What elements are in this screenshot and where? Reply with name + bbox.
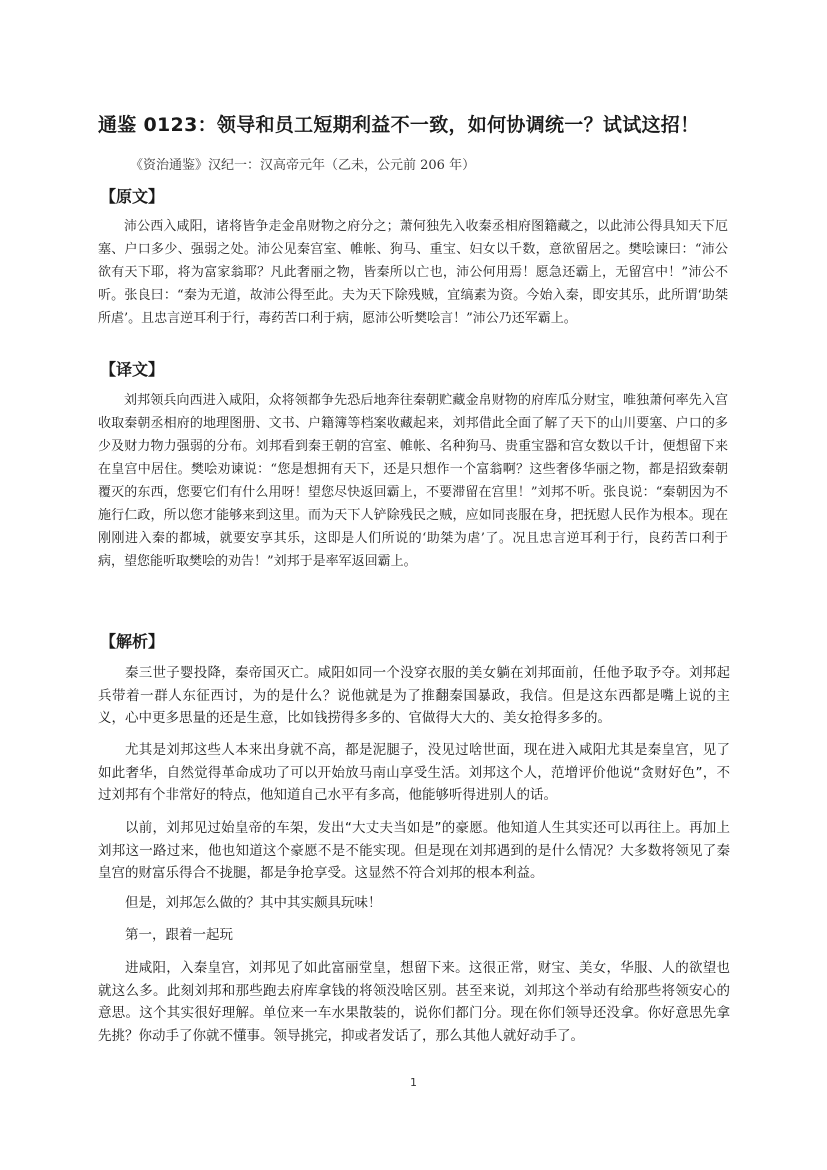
translation-paragraph: 刘邦领兵向西进入咸阳，众将领都争先恐后地奔往秦朝贮藏金帛财物的府库瓜分财宝，唯独萧何率先入宫收取秦朝丞相府的地理图册、文书、户籍簿等档案收藏起来，刘邦借此全面了解了天下的山川要塞、户口的多少及财力物力强弱的分布。刘邦看到秦王朝的宫室、帷帐、名种狗马、贵重宝器和宫女数以千计，便想留下来在皇宫中居住。樊哙劝谏说：“您是想拥有天下，还是只想作一个富翁啊？这些奢侈华丽之物，都是招致秦朝覆灭的东西，您要它们有什么用呀！望您尽快返回霸上，不要滞留在宫里！”刘邦不听。张良说：“秦朝因为不施行仁政，所以您才能够来到这里。而为天下人铲除残民之贼，应如同丧服在身，把抚慰人民作为根本。现在刚刚进入秦的都城，就要安享其乐，这即是人们所说的‘助桀为虐’了。况且忠言逆耳利于行，良药苦口利于病，望您能听取樊哙的劝告！”刘邦于是率军返回霸上。 [98, 393, 728, 569]
analysis-paragraph-1: 秦三世子婴投降，秦帝国灭亡。咸阳如同一个没穿衣服的美女躺在刘邦面前，任他予取予夺。刘邦起兵带着一群人东征西讨，为的是什么？说他就是为了推翻秦国暴政，我信。但是这东西都是嘴上说的主义，心中更多思量的还是生意，比如钱捞得多多的、官做得大大的、美女抢得多多的。 [98, 665, 730, 726]
source-citation: 《资治通鉴》汉纪一：汉高帝元年（乙未，公元前 206 年） [130, 158, 476, 173]
analysis-subheading-first: 第一，跟着一起玩 [125, 927, 233, 943]
analysis-paragraph-5: 进咸阳，入秦皇宫，刘邦见了如此富丽堂皇，想留下来。这很正常，财宝、美女，华服、人的欲望也就这么多。此刻刘邦和那些跑去府库拿钱的将领没啥区别。甚至来说，刘邦这个举动有给那些将领安心的意思。这个其实很好理解。单位来一车水果散装的，说你们都门分。现在你们领导还没拿。你好意思先拿先挑？你动手了你就不懂事。领导挑完，抑或者发话了，那么其他人就好动手了。 [98, 960, 730, 1044]
section-heading-yiwen: 【译文】 [100, 360, 165, 379]
page-title: 通鉴 0123：领导和员工短期利益不一致，如何协调统一？试试这招！ [98, 114, 700, 136]
section-heading-jiexi: 【解析】 [100, 632, 165, 651]
original-text-paragraph: 沛公西入咸阳，诸将皆争走金帛财物之府分之；萧何独先入收秦丞相府图籍藏之，以此沛公得具知天下厄塞、户口多少、强弱之处。沛公见秦宫室、帷帐、狗马、重宝、妇女以千数，意欲留居之。樊哙谏曰：“沛公欲有天下耶，将为富家翁耶？凡此奢丽之物，皆秦所以亡也，沛公何用焉！愿急还霸上，无留宫中！”沛公不听。张良曰：“秦为无道，故沛公得至此。夫为天下除残贼，宜缟素为资。今始入秦，即安其乐，此所谓‘助桀所虐’。且忠言逆耳利于行，毒药苦口利于病，愿沛公听樊哙言！”沛公乃还军霸上。 [98, 219, 728, 326]
section-heading-yuanwen: 【原文】 [100, 187, 165, 206]
page-number: 1 [410, 1076, 417, 1089]
analysis-paragraph-2: 尤其是刘邦这些人本来出身就不高，都是泥腿子，没见过啥世面，现在进入咸阳尤其是秦皇宫，见了如此奢华，自然觉得革命成功了可以开始放马南山享受生活。刘邦这个人，范增评价他说“贪财好色”，不过刘邦有个非常好的特点，他知道自己水平有多高，他能够听得进别人的话。 [98, 742, 730, 803]
analysis-paragraph-3: 以前，刘邦见过始皇帝的车架，发出“大丈夫当如是”的豪愿。他知道人生其实还可以再往上。再加上刘邦这一路过来，他也知道这个豪愿不是不能实现。但是现在刘邦遇到的是什么情况？大多数将领见了秦皇宫的财富乐得合不拢腿，都是争抢享受。这显然不符合刘邦的根本利益。 [98, 820, 730, 881]
analysis-paragraph-4: 但是，刘邦怎么做的？其中其实颇具玩味！ [125, 895, 382, 911]
